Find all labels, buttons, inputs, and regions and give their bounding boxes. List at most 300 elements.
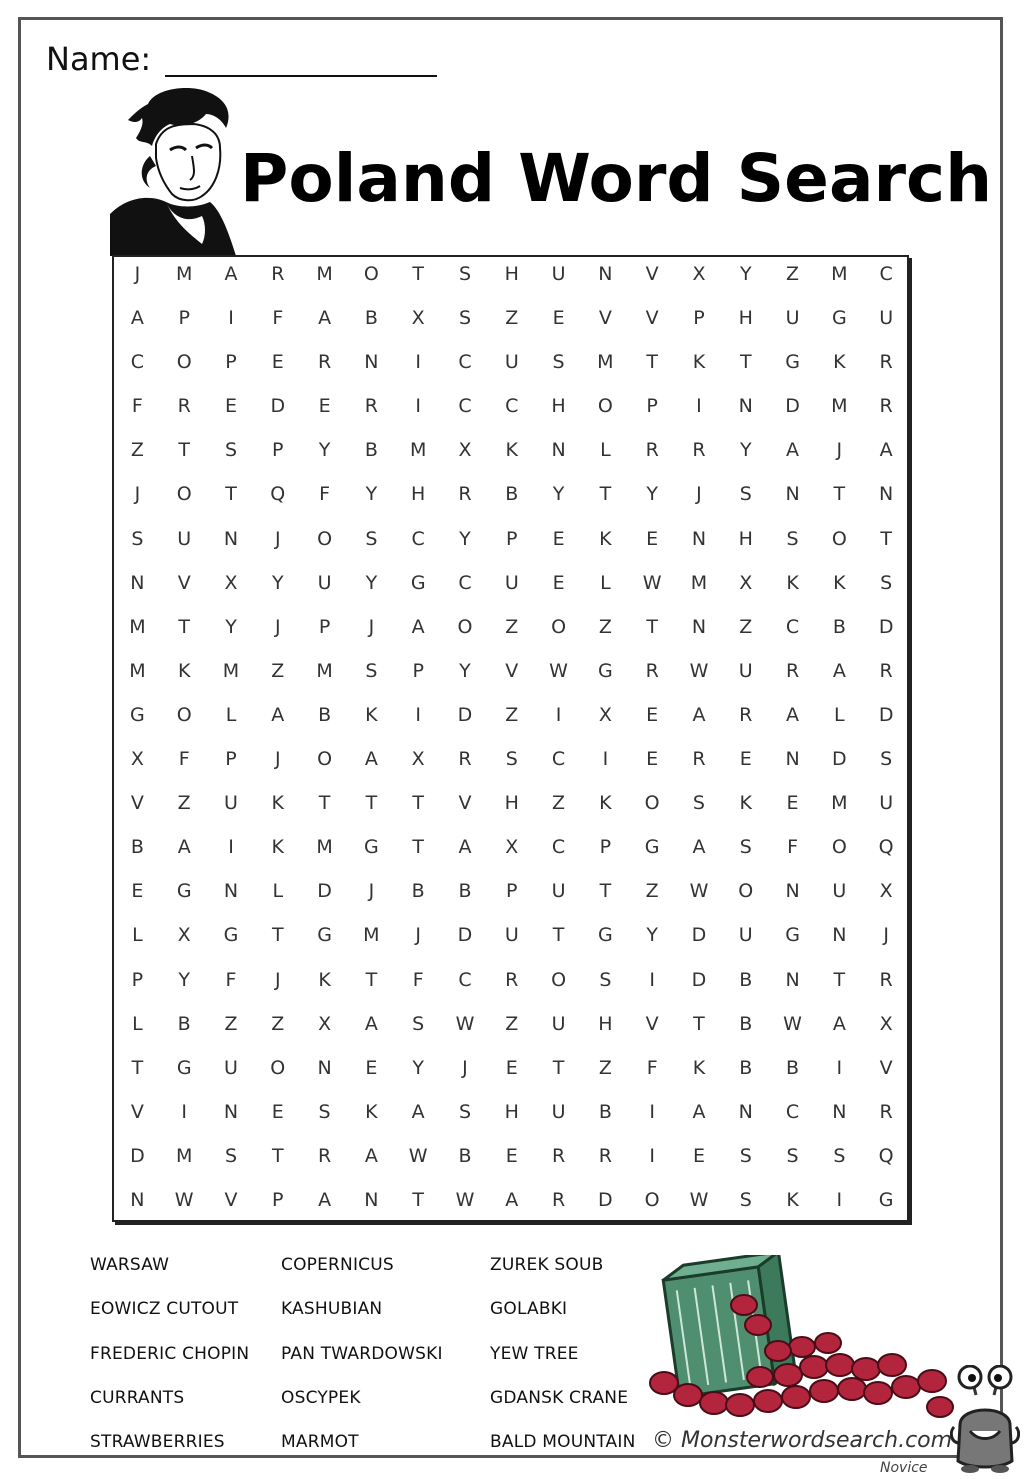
grid-cell[interactable]: V xyxy=(505,659,519,682)
grid-cell[interactable]: D xyxy=(317,880,332,903)
grid-cell[interactable]: A xyxy=(364,1144,378,1167)
grid-cell[interactable]: I xyxy=(649,1100,655,1123)
grid-cell[interactable]: N xyxy=(879,483,894,506)
grid-cell[interactable]: S xyxy=(880,571,893,594)
grid-cell[interactable]: G xyxy=(176,1056,192,1079)
grid-cell[interactable]: J xyxy=(274,615,281,638)
grid-cell[interactable]: D xyxy=(878,615,894,638)
grid-cell[interactable]: K xyxy=(177,659,191,682)
grid-cell[interactable]: K xyxy=(692,351,706,374)
grid-cell[interactable]: S xyxy=(318,1100,331,1123)
grid-cell[interactable]: M xyxy=(316,836,333,859)
grid-cell[interactable]: Z xyxy=(786,263,800,285)
grid-cell[interactable]: Z xyxy=(505,1012,519,1035)
grid-cell[interactable]: T xyxy=(318,792,331,815)
grid-cell[interactable]: N xyxy=(223,527,239,550)
grid-cell[interactable]: R xyxy=(177,395,191,418)
grid-cell[interactable]: R xyxy=(505,968,519,991)
grid-cell[interactable]: S xyxy=(739,1144,752,1167)
grid-cell[interactable]: J xyxy=(368,880,375,903)
grid-cell[interactable]: C xyxy=(505,395,519,418)
grid-cell[interactable]: L xyxy=(132,1012,143,1035)
grid-cell[interactable]: B xyxy=(832,615,846,638)
grid-cell[interactable]: P xyxy=(318,615,331,638)
grid-cell[interactable]: D xyxy=(878,703,894,726)
grid-cell[interactable]: B xyxy=(739,1012,753,1035)
grid-cell[interactable]: W xyxy=(783,1012,802,1035)
grid-cell[interactable]: X xyxy=(130,748,144,771)
grid-cell[interactable]: E xyxy=(505,1144,518,1167)
grid-cell[interactable]: C xyxy=(785,1100,800,1123)
grid-cell[interactable]: P xyxy=(506,527,518,550)
grid-cell[interactable]: N xyxy=(785,880,800,903)
grid-cell[interactable]: T xyxy=(599,483,612,506)
grid-cell[interactable]: D xyxy=(270,395,286,418)
grid-cell[interactable]: O xyxy=(270,1056,286,1079)
grid-cell[interactable]: A xyxy=(411,1100,425,1123)
grid-cell[interactable]: A xyxy=(318,1188,332,1211)
grid-cell[interactable]: E xyxy=(692,1144,705,1167)
grid-cell[interactable]: R xyxy=(739,703,753,726)
grid-cell[interactable]: U xyxy=(879,792,894,815)
grid-cell[interactable]: T xyxy=(552,1056,565,1079)
grid-cell[interactable]: T xyxy=(693,1012,705,1035)
grid-cell[interactable]: E xyxy=(646,703,659,726)
grid-cell[interactable]: P xyxy=(506,880,518,903)
grid-cell[interactable]: P xyxy=(272,1188,284,1211)
grid-cell[interactable]: R xyxy=(458,483,472,506)
grid-cell[interactable]: V xyxy=(224,1188,238,1211)
grid-cell[interactable]: H xyxy=(504,1100,519,1123)
grid-cell[interactable]: E xyxy=(271,1100,284,1123)
grid-cell[interactable]: J xyxy=(883,924,889,947)
grid-cell[interactable]: P xyxy=(178,307,190,330)
grid-cell[interactable]: G xyxy=(176,880,192,903)
grid-cell[interactable]: E xyxy=(318,395,331,418)
grid-cell[interactable]: B xyxy=(318,703,332,726)
grid-cell[interactable]: G xyxy=(598,924,613,947)
grid-cell[interactable]: A xyxy=(786,703,800,726)
grid-cell[interactable]: T xyxy=(412,792,424,815)
grid-cell[interactable]: N xyxy=(691,615,707,638)
grid-cell[interactable]: F xyxy=(225,968,237,991)
grid-cell[interactable]: P xyxy=(693,307,705,330)
grid-cell[interactable]: X xyxy=(505,836,519,859)
grid-cell[interactable]: K xyxy=(365,1100,378,1123)
grid-cell[interactable]: B xyxy=(739,1056,753,1079)
grid-cell[interactable]: K xyxy=(833,351,846,374)
grid-cell[interactable]: A xyxy=(318,307,332,330)
grid-cell[interactable]: H xyxy=(598,1012,613,1035)
grid-cell[interactable]: H xyxy=(504,263,519,285)
grid-cell[interactable]: M xyxy=(316,659,333,682)
grid-cell[interactable]: W xyxy=(689,1188,709,1211)
grid-cell[interactable]: J xyxy=(836,439,843,462)
grid-cell[interactable]: D xyxy=(832,748,847,771)
grid-cell[interactable]: S xyxy=(739,1188,752,1211)
grid-cell[interactable]: U xyxy=(504,351,519,374)
grid-cell[interactable]: F xyxy=(178,748,190,771)
grid-cell[interactable]: Y xyxy=(271,571,284,594)
grid-cell[interactable]: R xyxy=(692,439,706,462)
grid-cell[interactable]: A xyxy=(832,1012,846,1035)
grid-cell[interactable]: W xyxy=(408,1144,428,1167)
grid-cell[interactable]: C xyxy=(879,263,893,285)
grid-cell[interactable]: Q xyxy=(878,1144,894,1167)
grid-cell[interactable]: Z xyxy=(177,792,191,815)
grid-cell[interactable]: T xyxy=(178,615,190,638)
grid-cell[interactable]: J xyxy=(274,968,281,991)
grid-cell[interactable]: B xyxy=(458,880,472,903)
grid-cell[interactable]: I xyxy=(555,703,562,726)
grid-cell[interactable]: R xyxy=(879,968,893,991)
grid-cell[interactable]: O xyxy=(597,395,613,418)
grid-cell[interactable]: D xyxy=(785,395,800,418)
grid-cell[interactable]: X xyxy=(224,571,238,594)
grid-cell[interactable]: Z xyxy=(598,615,612,638)
grid-cell[interactable]: R xyxy=(598,1144,612,1167)
grid-cell[interactable]: E xyxy=(646,527,659,550)
grid-cell[interactable]: S xyxy=(552,351,565,374)
grid-cell[interactable]: D xyxy=(598,1188,613,1211)
grid-cell[interactable]: T xyxy=(271,924,284,947)
grid-cell[interactable]: A xyxy=(879,439,893,462)
grid-cell[interactable]: H xyxy=(551,395,566,418)
grid-cell[interactable]: S xyxy=(599,968,612,991)
grid-cell[interactable]: I xyxy=(602,748,609,771)
grid-cell[interactable]: T xyxy=(880,527,892,550)
grid-cell[interactable]: Z xyxy=(271,1012,285,1035)
grid-cell[interactable]: G xyxy=(317,924,332,947)
grid-cell[interactable]: Y xyxy=(739,263,752,285)
grid-cell[interactable]: N xyxy=(317,1056,332,1079)
grid-cell[interactable]: S xyxy=(505,748,518,771)
grid-cell[interactable]: T xyxy=(412,836,424,859)
grid-cell[interactable]: U xyxy=(551,1100,566,1123)
grid-cell[interactable]: O xyxy=(644,1188,660,1211)
grid-cell[interactable]: N xyxy=(785,748,800,771)
grid-cell[interactable]: I xyxy=(836,1056,843,1079)
grid-cell[interactable]: A xyxy=(692,836,706,859)
grid-cell[interactable]: Z xyxy=(552,792,566,815)
grid-cell[interactable]: Q xyxy=(878,836,894,859)
grid-cell[interactable]: S xyxy=(131,527,144,550)
grid-cell[interactable]: B xyxy=(786,1056,800,1079)
grid-cell[interactable]: N xyxy=(598,263,613,285)
grid-cell[interactable]: J xyxy=(415,924,421,947)
grid-cell[interactable]: S xyxy=(880,748,893,771)
grid-cell[interactable]: O xyxy=(176,483,192,506)
grid-cell[interactable]: G xyxy=(410,571,426,594)
grid-cell[interactable]: O xyxy=(363,263,379,285)
grid-cell[interactable]: Z xyxy=(645,880,659,903)
grid-cell[interactable]: Y xyxy=(412,1056,424,1079)
grid-cell[interactable]: E xyxy=(646,748,659,771)
grid-cell[interactable]: M xyxy=(175,263,193,285)
grid-cell[interactable]: C xyxy=(551,748,566,771)
grid-cell[interactable]: M xyxy=(597,351,614,374)
grid-cell[interactable]: O xyxy=(317,527,333,550)
grid-cell[interactable]: S xyxy=(365,659,378,682)
grid-cell[interactable]: Y xyxy=(318,439,331,462)
grid-cell[interactable]: D xyxy=(130,1144,145,1167)
grid-cell[interactable]: B xyxy=(411,880,425,903)
grid-cell[interactable]: C xyxy=(458,571,472,594)
grid-cell[interactable]: B xyxy=(505,483,519,506)
grid-cell[interactable]: S xyxy=(833,1144,846,1167)
grid-cell[interactable]: G xyxy=(785,351,800,374)
grid-cell[interactable]: U xyxy=(551,1012,566,1035)
grid-cell[interactable]: C xyxy=(551,836,566,859)
grid-cell[interactable]: P xyxy=(272,439,284,462)
grid-cell[interactable]: Z xyxy=(130,439,144,462)
grid-cell[interactable]: R xyxy=(879,395,893,418)
grid-cell[interactable]: O xyxy=(831,527,847,550)
grid-cell[interactable]: G xyxy=(130,703,145,726)
grid-cell[interactable]: D xyxy=(457,924,473,947)
grid-cell[interactable]: S xyxy=(739,483,752,506)
grid-cell[interactable]: Y xyxy=(365,483,378,506)
grid-cell[interactable]: A xyxy=(224,263,238,285)
grid-cell[interactable]: F xyxy=(412,968,424,991)
grid-cell[interactable]: W xyxy=(549,659,568,682)
grid-cell[interactable]: X xyxy=(177,924,191,947)
grid-cell[interactable]: K xyxy=(786,571,799,594)
grid-cell[interactable]: N xyxy=(832,924,847,947)
grid-cell[interactable]: S xyxy=(786,1144,799,1167)
grid-cell[interactable]: I xyxy=(181,1100,187,1123)
grid-cell[interactable]: O xyxy=(176,703,192,726)
grid-cell[interactable]: O xyxy=(176,351,192,374)
grid-cell[interactable]: M xyxy=(175,1144,193,1167)
grid-cell[interactable]: M xyxy=(831,395,848,418)
grid-cell[interactable]: K xyxy=(318,968,331,991)
grid-cell[interactable]: A xyxy=(411,615,425,638)
grid-cell[interactable]: M xyxy=(363,924,380,947)
grid-cell[interactable]: M xyxy=(831,263,848,285)
grid-cell[interactable]: A xyxy=(364,1012,378,1035)
grid-cell[interactable]: R xyxy=(879,659,893,682)
grid-cell[interactable]: S xyxy=(224,439,238,462)
grid-cell[interactable]: J xyxy=(462,1056,468,1079)
grid-cell[interactable]: A xyxy=(832,659,846,682)
grid-cell[interactable]: O xyxy=(644,792,660,815)
grid-cell[interactable]: H xyxy=(738,307,753,330)
grid-cell[interactable]: A xyxy=(130,307,144,330)
grid-cell[interactable]: N xyxy=(738,1100,753,1123)
grid-cell[interactable]: S xyxy=(224,1144,238,1167)
grid-cell[interactable]: F xyxy=(787,836,799,859)
grid-cell[interactable]: E xyxy=(271,351,284,374)
grid-cell[interactable]: V xyxy=(130,1100,144,1123)
grid-cell[interactable]: S xyxy=(739,836,752,859)
grid-cell[interactable]: A xyxy=(458,836,472,859)
grid-cell[interactable]: F xyxy=(131,395,143,418)
grid-cell[interactable]: X xyxy=(411,748,425,771)
grid-cell[interactable]: T xyxy=(552,924,565,947)
grid-cell[interactable]: L xyxy=(225,703,237,726)
grid-cell[interactable]: S xyxy=(412,1012,425,1035)
grid-cell[interactable]: Z xyxy=(739,615,753,638)
grid-cell[interactable]: Y xyxy=(646,483,658,506)
grid-cell[interactable]: Y xyxy=(365,571,378,594)
grid-cell[interactable]: F xyxy=(319,483,331,506)
grid-cell[interactable]: J xyxy=(274,527,281,550)
grid-cell[interactable]: U xyxy=(504,571,519,594)
grid-cell[interactable]: U xyxy=(738,659,753,682)
grid-cell[interactable]: X xyxy=(739,571,753,594)
grid-cell[interactable]: E xyxy=(365,1056,378,1079)
grid-cell[interactable]: R xyxy=(879,1100,893,1123)
grid-cell[interactable]: G xyxy=(644,836,660,859)
grid-cell[interactable]: R xyxy=(317,351,332,374)
grid-cell[interactable]: Y xyxy=(646,924,658,947)
grid-cell[interactable]: L xyxy=(132,924,143,947)
grid-cell[interactable]: J xyxy=(274,748,281,771)
grid-cell[interactable]: H xyxy=(738,527,753,550)
grid-cell[interactable]: M xyxy=(690,571,708,594)
grid-cell[interactable]: P xyxy=(599,836,612,859)
grid-cell[interactable]: X xyxy=(458,439,472,462)
grid-cell[interactable]: N xyxy=(785,968,800,991)
grid-cell[interactable]: A xyxy=(505,1188,519,1211)
grid-cell[interactable]: T xyxy=(412,263,424,285)
grid-cell[interactable]: B xyxy=(177,1012,191,1035)
grid-cell[interactable]: U xyxy=(504,924,519,947)
grid-cell[interactable]: W xyxy=(455,1012,475,1035)
grid-cell[interactable]: T xyxy=(225,483,237,506)
grid-cell[interactable]: N xyxy=(551,439,566,462)
grid-cell[interactable]: L xyxy=(272,880,284,903)
grid-cell[interactable]: I xyxy=(228,307,234,330)
grid-cell[interactable]: K xyxy=(271,792,285,815)
grid-cell[interactable]: A xyxy=(364,748,378,771)
grid-cell[interactable]: F xyxy=(646,1056,658,1079)
grid-cell[interactable]: Y xyxy=(459,527,471,550)
grid-cell[interactable]: P xyxy=(225,748,237,771)
grid-cell[interactable]: K xyxy=(365,703,378,726)
grid-cell[interactable]: D xyxy=(691,924,707,947)
grid-cell[interactable]: T xyxy=(646,615,658,638)
grid-cell[interactable]: X xyxy=(411,307,425,330)
grid-cell[interactable]: U xyxy=(832,880,847,903)
grid-cell[interactable]: J xyxy=(368,615,375,638)
grid-cell[interactable]: I xyxy=(649,1144,655,1167)
grid-cell[interactable]: S xyxy=(786,527,799,550)
grid-cell[interactable]: W xyxy=(689,659,709,682)
grid-cell[interactable]: I xyxy=(415,351,421,374)
grid-cell[interactable]: L xyxy=(600,571,611,594)
grid-cell[interactable]: A xyxy=(177,836,191,859)
grid-cell[interactable]: T xyxy=(271,1144,284,1167)
grid-cell[interactable]: N xyxy=(364,351,379,374)
grid-cell[interactable]: U xyxy=(224,792,238,815)
grid-cell[interactable]: Z xyxy=(598,1056,612,1079)
grid-cell[interactable]: G xyxy=(223,924,239,947)
grid-cell[interactable]: T xyxy=(131,1056,144,1079)
grid-cell[interactable]: M xyxy=(409,439,427,462)
grid-cell[interactable]: S xyxy=(692,792,705,815)
grid-cell[interactable]: E xyxy=(552,527,565,550)
grid-cell[interactable]: D xyxy=(691,968,707,991)
grid-cell[interactable]: Z xyxy=(505,307,519,330)
grid-cell[interactable]: U xyxy=(317,571,332,594)
grid-cell[interactable]: V xyxy=(598,307,612,330)
grid-cell[interactable]: R xyxy=(879,351,893,374)
grid-cell[interactable]: Y xyxy=(178,968,190,991)
grid-cell[interactable]: Y xyxy=(552,483,565,506)
grid-cell[interactable]: K xyxy=(271,836,285,859)
grid-cell[interactable]: Q xyxy=(270,483,286,506)
grid-cell[interactable]: V xyxy=(177,571,191,594)
grid-cell[interactable]: M xyxy=(222,659,240,682)
grid-cell[interactable]: E xyxy=(131,880,144,903)
grid-cell[interactable]: E xyxy=(224,395,237,418)
grid-cell[interactable]: G xyxy=(785,924,800,947)
puzzle-grid[interactable] xyxy=(114,252,909,1222)
grid-cell[interactable]: X xyxy=(879,880,893,903)
grid-cell[interactable]: R xyxy=(645,439,659,462)
grid-cell[interactable]: N xyxy=(223,880,239,903)
grid-cell[interactable]: R xyxy=(785,659,800,682)
grid-cell[interactable]: U xyxy=(738,924,753,947)
grid-cell[interactable]: N xyxy=(738,395,753,418)
grid-cell[interactable]: V xyxy=(130,792,144,815)
grid-cell[interactable]: I xyxy=(228,836,234,859)
grid-cell[interactable]: G xyxy=(878,1188,894,1211)
grid-cell[interactable]: X xyxy=(692,263,706,285)
grid-cell[interactable]: K xyxy=(505,439,518,462)
grid-cell[interactable]: P xyxy=(646,395,658,418)
grid-cell[interactable]: X xyxy=(879,1012,893,1035)
grid-cell[interactable]: N xyxy=(223,1100,239,1123)
grid-cell[interactable]: U xyxy=(177,527,192,550)
grid-cell[interactable]: R xyxy=(317,1144,332,1167)
grid-cell[interactable]: I xyxy=(696,395,702,418)
grid-cell[interactable]: R xyxy=(551,1188,566,1211)
grid-cell[interactable]: N xyxy=(832,1100,847,1123)
grid-cell[interactable]: C xyxy=(411,527,425,550)
grid-cell[interactable]: R xyxy=(645,659,659,682)
grid-cell[interactable]: L xyxy=(834,703,845,726)
grid-cell[interactable]: W xyxy=(689,880,709,903)
grid-cell[interactable]: S xyxy=(458,1100,471,1123)
grid-cell[interactable]: K xyxy=(692,1056,706,1079)
grid-cell[interactable]: E xyxy=(552,571,565,594)
grid-cell[interactable]: T xyxy=(833,483,846,506)
grid-cell[interactable]: B xyxy=(130,836,144,859)
grid-cell[interactable]: O xyxy=(738,880,754,903)
grid-cell[interactable]: Z xyxy=(224,1012,238,1035)
grid-cell[interactable]: E xyxy=(786,792,799,815)
grid-cell[interactable]: T xyxy=(599,880,612,903)
grid-cell[interactable]: R xyxy=(458,748,472,771)
grid-cell[interactable]: U xyxy=(785,307,800,330)
grid-cell[interactable]: U xyxy=(879,307,894,330)
grid-cell[interactable]: N xyxy=(130,571,145,594)
grid-cell[interactable]: T xyxy=(646,351,658,374)
grid-cell[interactable]: J xyxy=(696,483,702,506)
grid-cell[interactable]: M xyxy=(129,659,146,682)
grid-cell[interactable]: B xyxy=(364,307,378,330)
name-input-line[interactable] xyxy=(165,75,437,77)
grid-cell[interactable]: B xyxy=(739,968,753,991)
grid-cell[interactable]: O xyxy=(831,836,847,859)
grid-cell[interactable]: C xyxy=(785,615,800,638)
grid-cell[interactable]: C xyxy=(458,395,472,418)
grid-cell[interactable]: O xyxy=(317,748,333,771)
grid-cell[interactable]: N xyxy=(691,527,707,550)
